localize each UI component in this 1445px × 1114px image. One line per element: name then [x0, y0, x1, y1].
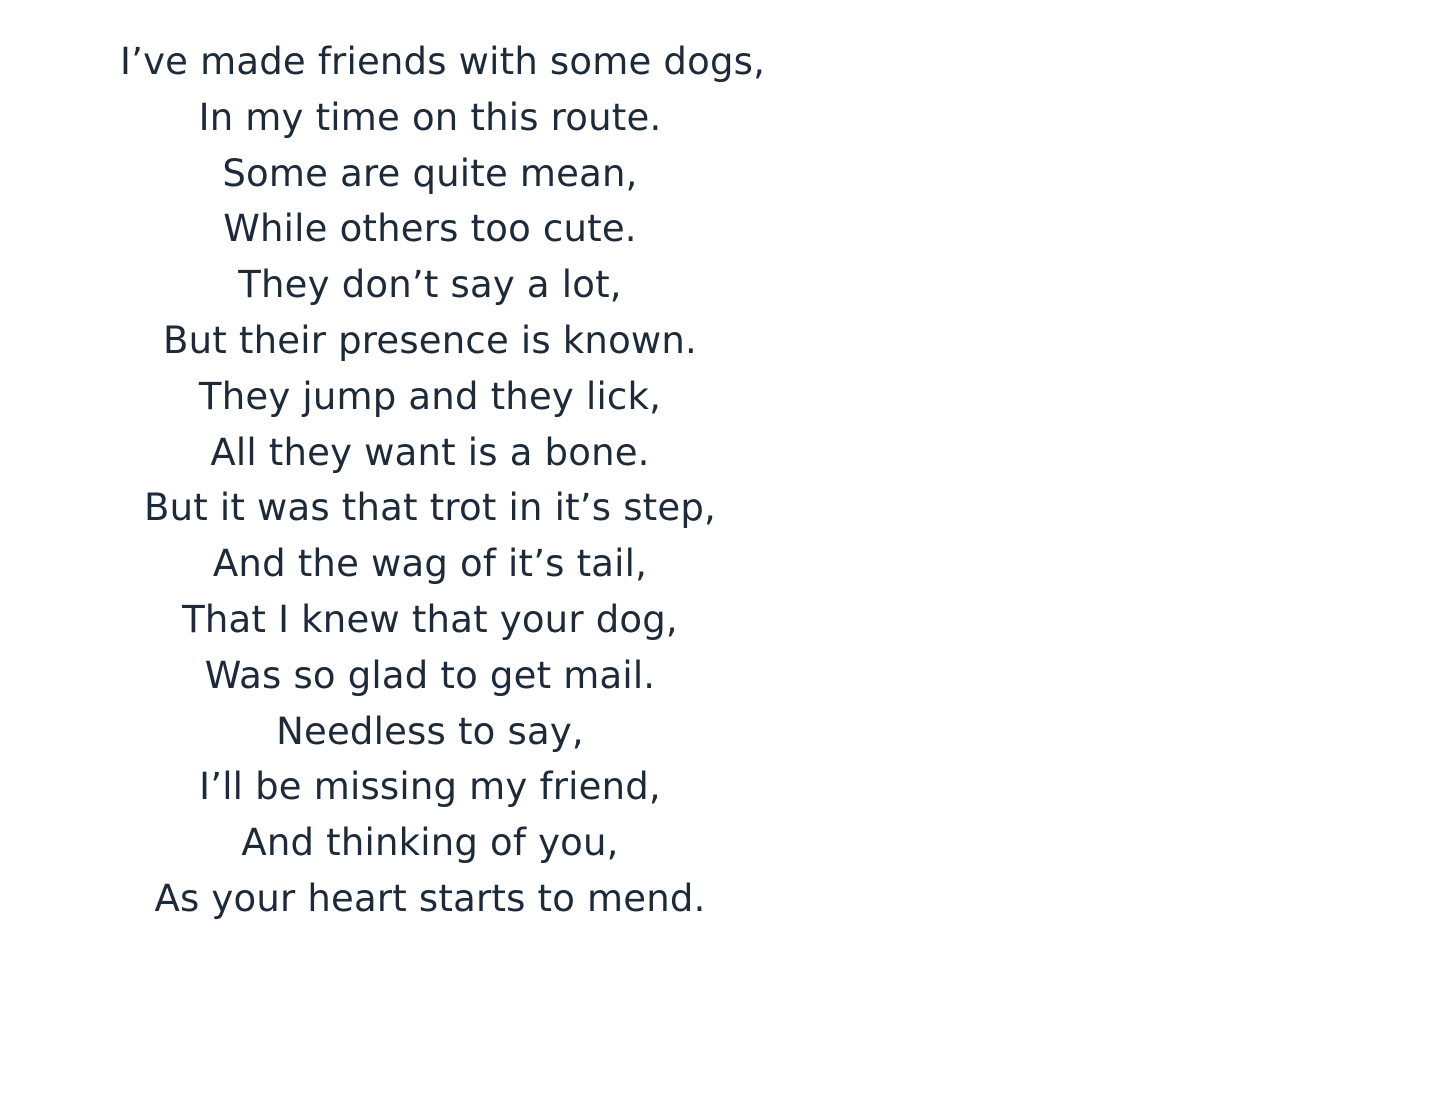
- poem-body: [120, 34, 766, 927]
- poem-line: Needless to say,: [276, 709, 584, 753]
- poem-line: I’ll be missing my friend,: [199, 765, 661, 809]
- poem-line: Some are quite mean,: [222, 151, 638, 195]
- poem-line: I’ve made friends with some dogs,: [120, 40, 766, 83]
- poem-line: But their presence is known.: [163, 318, 697, 362]
- poem-line: In my time on this route.: [198, 95, 662, 139]
- poem-line: They don’t say a lot,: [238, 263, 622, 307]
- poem-line: And the wag of it’s tail,: [212, 542, 648, 586]
- poem-line: As your heart starts to mend.: [154, 876, 706, 920]
- poem-line: While others too cute.: [223, 207, 637, 251]
- poem-line: That I knew that your dog,: [182, 597, 678, 641]
- poem-line: All they want is a bone.: [210, 430, 650, 474]
- poem-line: They jump and they lick,: [198, 374, 662, 418]
- poem-line: But it was that trot in it’s step,: [143, 486, 716, 530]
- poem-line: And thinking of you,: [241, 821, 619, 865]
- poem-line: Was so glad to get mail.: [204, 653, 656, 697]
